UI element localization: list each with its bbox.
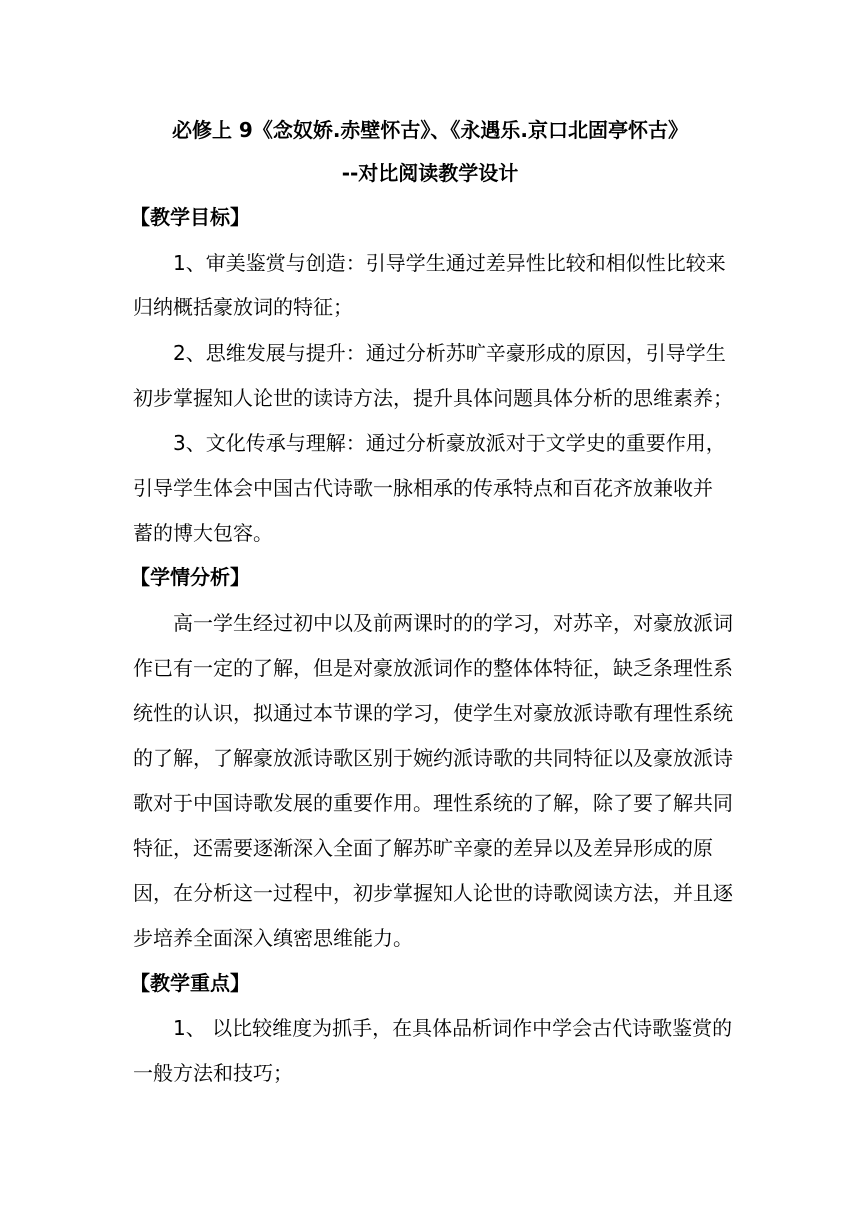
document-title: 必修上 9《念奴娇.赤壁怀古》、《永遇乐.京口北固亭怀古》 <box>171 118 689 142</box>
paragraph-line: 引导学生体会中国古代诗歌一脉相承的传承特点和百花齐放兼收并 <box>133 476 713 500</box>
paragraph-line: 蓄的博大包容。 <box>133 521 273 545</box>
paragraph-line: 一般方法和技巧； <box>133 1061 293 1085</box>
paragraph-line: 步培养全面深入缜密思维能力。 <box>133 926 413 950</box>
document-subtitle: --对比阅读教学设计 <box>341 161 519 185</box>
paragraph-line: 歌对于中国诗歌发展的重要作用。理性系统的了解，除了要了解共同 <box>133 791 733 815</box>
paragraph-line: 高一学生经过初中以及前两课时的的学习，对苏辛，对豪放派词 <box>173 611 733 635</box>
section-heading-student-analysis: 【学情分析】 <box>130 565 250 589</box>
section-heading-teaching-goals: 【教学目标】 <box>130 205 250 229</box>
paragraph-line: 1、 以比较维度为抓手，在具体品析词作中学会古代诗歌鉴赏的 <box>173 1016 733 1040</box>
paragraph-line: 归纳概括豪放词的特征； <box>133 295 353 319</box>
paragraph-line: 2、思维发展与提升：通过分析苏旷辛豪形成的原因，引导学生 <box>173 341 726 365</box>
paragraph-line: 1、审美鉴赏与创造：引导学生通过差异性比较和相似性比较来 <box>173 251 726 275</box>
paragraph-line: 作已有一定的了解，但是对豪放派词作的整体体特征，缺乏条理性系 <box>133 656 733 680</box>
paragraph-line: 因，在分析这一过程中，初步掌握知人论世的诗歌阅读方法，并且逐 <box>133 881 733 905</box>
paragraph-line: 3、文化传承与理解：通过分析豪放派对于文学史的重要作用， <box>173 431 726 455</box>
section-heading-teaching-focus: 【教学重点】 <box>130 971 250 995</box>
paragraph-line: 的了解，了解豪放派诗歌区别于婉约派诗歌的共同特征以及豪放派诗 <box>133 746 733 770</box>
paragraph-line: 统性的认识，拟通过本节课的学习，使学生对豪放派诗歌有理性系统 <box>133 701 733 725</box>
paragraph-line: 初步掌握知人论世的读诗方法，提升具体问题具体分析的思维素养； <box>133 386 733 410</box>
paragraph-line: 特征，还需要逐渐深入全面了解苏旷辛豪的差异以及差异形成的原 <box>133 836 713 860</box>
